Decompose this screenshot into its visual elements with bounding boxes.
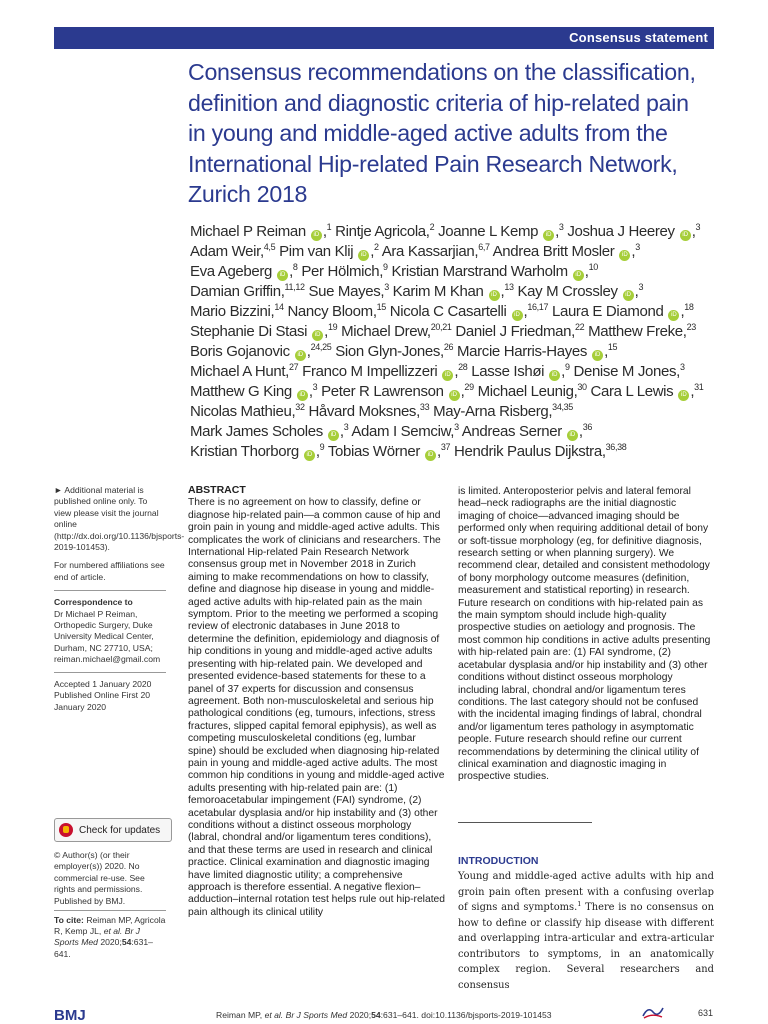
- author-name[interactable]: Peter R Lawrenson: [321, 383, 444, 400]
- author-line: Boris Gojanovic iD ,$^{24,25}$ Sion Glyn-Jones,$^{26}$ Marcie Harris-Hayes iD ,$^{15}$: [190, 342, 618, 360]
- orcid-icon[interactable]: iD: [567, 430, 578, 441]
- author-name[interactable]: Laura E Diamond: [551, 303, 664, 320]
- affiliation-ref: 20,21: [430, 322, 452, 332]
- author-name[interactable]: Michael Leunig: [477, 383, 574, 400]
- author-name[interactable]: Nancy Bloom: [287, 303, 373, 320]
- affiliation-ref: 15: [376, 302, 386, 312]
- supplementary-note: ► Additional material is published online only. To view please visit the journal online (http://dx.doi.org/10.1136/bjsports-2019-101453).: [54, 485, 185, 553]
- divider: [54, 672, 166, 673]
- orcid-icon[interactable]: iD: [442, 370, 453, 381]
- footer-citation-etal: et al. Br J Sports Med: [264, 1010, 348, 1020]
- affiliation-ref: 37: [440, 442, 451, 452]
- cite-label: To cite:: [54, 915, 84, 925]
- divider: [54, 590, 166, 591]
- affiliation-ref: 10: [588, 262, 598, 272]
- author-line: Nicolas Mathieu,$^{32}$ Håvard Moksnes,$^{33}$ May-Arna Risberg,$^{34,35}$: [190, 402, 573, 420]
- introduction-text: [458, 869, 714, 993]
- basem-logo-icon: [640, 1004, 666, 1022]
- footer-citation-vol: 54: [371, 1010, 381, 1020]
- affiliation-ref: 2: [374, 242, 379, 252]
- orcid-icon[interactable]: iD: [512, 310, 523, 321]
- affiliation-ref: 27: [289, 362, 299, 372]
- orcid-icon[interactable]: iD: [668, 310, 679, 321]
- affiliation-ref: 36,38: [605, 442, 627, 452]
- author-name[interactable]: Matthew Freke: [588, 323, 683, 340]
- author-name[interactable]: Michael P Reiman: [190, 223, 306, 240]
- author-name[interactable]: Boris Gojanovic: [190, 343, 290, 360]
- orcid-icon[interactable]: iD: [449, 390, 460, 401]
- author-name[interactable]: Mario Bizzini: [190, 303, 271, 320]
- affiliation-ref: 6,7: [478, 242, 490, 252]
- introduction-heading: INTRODUCTION: [458, 855, 539, 867]
- orcid-icon[interactable]: iD: [328, 430, 339, 441]
- affiliation-ref: 9: [383, 262, 388, 272]
- affiliation-ref: 1: [326, 222, 332, 232]
- author-name[interactable]: Cara L Lewis: [590, 383, 674, 400]
- author-name[interactable]: Eva Ageberg: [190, 263, 273, 280]
- affiliation-ref: 15: [607, 342, 618, 352]
- author-name[interactable]: Denise M Jones: [573, 363, 677, 380]
- author-list: [190, 222, 714, 462]
- author-name[interactable]: Joanne L Kemp: [438, 223, 539, 240]
- affiliation-ref: 3: [558, 222, 564, 232]
- author-name[interactable]: Kristian Marstrand Warholm: [391, 263, 568, 280]
- author-name[interactable]: Kay M Crossley: [517, 283, 618, 300]
- author-name[interactable]: Rintje Agricola: [335, 223, 426, 240]
- author-name[interactable]: Adam I Semciw: [351, 423, 451, 440]
- bmj-logo: BMJ: [54, 1007, 86, 1024]
- footer-citation: [216, 1010, 552, 1020]
- orcid-icon[interactable]: iD: [592, 350, 603, 361]
- affiliation-ref: 4,5: [263, 242, 276, 252]
- orcid-icon[interactable]: iD: [573, 270, 584, 281]
- affiliation-ref: 23: [686, 322, 696, 332]
- affiliations-note: For numbered affiliations see end of article.: [54, 560, 165, 582]
- author-name[interactable]: Tobias Wörner: [327, 443, 421, 460]
- cite-year: 2020;: [100, 937, 122, 948]
- page-number: 631: [698, 1008, 714, 1018]
- author-line: Mario Bizzini,$^{14}$ Nancy Bloom,$^{15}$ Nicola C Casartelli iD ,$^{16,17}$ Laura E Diamond iD ,$^{18}$: [190, 302, 694, 320]
- orcid-icon[interactable]: iD: [311, 230, 322, 241]
- author-line: Michael A Hunt,$^{27}$ Franco M Impellizzeri iD ,$^{28}$ Lasse Ishøi iD ,$^9$ Denise M Jones,$^3$: [190, 362, 685, 380]
- author-name[interactable]: Michael Drew: [341, 323, 427, 340]
- author-name[interactable]: Andreas Serner: [461, 423, 562, 440]
- cite-journal: et al. Br J Sports Med: [54, 926, 140, 948]
- orcid-icon[interactable]: iD: [304, 450, 315, 461]
- orcid-icon[interactable]: iD: [623, 290, 634, 301]
- orcid-icon[interactable]: iD: [549, 370, 560, 381]
- author-name[interactable]: Stephanie Di Stasi: [190, 323, 308, 340]
- affiliation-ref: 3: [679, 362, 685, 372]
- cite-text: Reiman MP, Agricola R, Kemp JL,: [54, 915, 166, 937]
- footer-citation-b: 2020;: [347, 1010, 372, 1020]
- section-banner: [54, 27, 714, 49]
- orcid-icon[interactable]: iD: [619, 250, 630, 261]
- abstract-end-rule: [458, 822, 592, 823]
- footer-citation-a: Reiman MP,: [216, 1010, 265, 1020]
- introduction-text-b: There is no consensus on how to define or classify hip disease with different and overlapping intra-articular and extra-articular contributors to symptoms, in an anatomically complex region. Several researchers and consensus: [458, 902, 714, 991]
- orcid-icon[interactable]: iD: [297, 390, 308, 401]
- affiliation-ref: 16,17: [527, 302, 549, 312]
- article-sidebar: [54, 485, 185, 720]
- affiliation-ref: 36: [582, 422, 593, 432]
- abstract-heading: ABSTRACT: [188, 484, 246, 496]
- crossmark-icon: [59, 823, 73, 837]
- affiliation-ref: 3: [384, 282, 389, 292]
- author-line: Michael P Reiman iD ,$^1$ Rintje Agricola,$^2$ Joanne L Kemp iD ,$^3$ Joshua J Heerey iD ,$^3$: [190, 222, 701, 240]
- orcid-icon[interactable]: iD: [543, 230, 554, 241]
- affiliation-ref: 34,35: [552, 402, 573, 412]
- affiliation-ref: 3: [454, 422, 459, 432]
- author-name[interactable]: Michael A Hunt: [190, 363, 286, 380]
- orcid-icon[interactable]: iD: [680, 230, 691, 241]
- affiliation-ref: 3: [343, 422, 349, 432]
- orcid-icon[interactable]: iD: [277, 270, 288, 281]
- orcid-icon[interactable]: iD: [425, 450, 436, 461]
- author-name[interactable]: Damian Griffin: [190, 283, 281, 300]
- author-name[interactable]: Håvard Moksnes: [308, 403, 417, 420]
- affiliation-ref: 3: [695, 222, 701, 232]
- affiliation-ref: 9: [564, 362, 570, 372]
- affiliation-ref: 33: [419, 402, 430, 412]
- abstract-text-1: There is no agreement on how to classify, define or diagnose hip-related pain—a common cause of hip and groin pain in young and middle-aged active adults. This complicates the work of clinicians and researchers. The International Hip-related Pain Research Network consensus group met in November 2018 in Zurich aiming to make recommendations on how to classify, define and diagnose hip disease in young and middle-aged active adults with hip-related pain as the main symptom. Prior to the meeting we performed a scoping review of electronic databases in June 2018 to determine the definition, epidemiology and diagnosis of hip conditions in young and middle-aged active adults presenting with hip-related pain. We developed and presented evidence-based statements for these to a panel of 37 experts for discussion and consensus agreement. Both non-musculoskeletal and serious hip pathological conditions (eg, tumours, infections, stress fractures, slipped capital femoral epiphysis), as well as competing musculoskeletal conditions (eg, lumbar spine) should be excluded when diagnosing hip-related pain in young and middle-aged active adults. The most common hip conditions in young and middle-aged active adults presenting with hip-related pain are: (1) femoroacetabular impingement (FAI) syndrome, (2) acetabular dysplasia and/or hip instability and (3) other conditions without a distinct osseous morphology (labral, chondral and/or ligamentum teres conditions), and that these terms are used in research and clinical practice. Clinical examination and diagnostic imaging have limited diagnostic utility; a comprehensive approach is therefore essential. A negative flexion–adduction–internal rotation test helps rule out hip-related pain although its clinical utility: [188, 497, 446, 918]
- correspondence-address[interactable]: Dr Michael P Reiman, Orthopedic Surgery, Duke University Medical Center, Durham, NC 27710, USA; reiman.michael@gmail.com: [54, 608, 161, 665]
- affiliation-ref: 22: [574, 322, 585, 332]
- orcid-icon[interactable]: iD: [489, 290, 500, 301]
- affiliation-ref: 3: [638, 282, 644, 292]
- author-name[interactable]: May-Arna Risberg: [433, 403, 549, 420]
- article-title: Consensus recommendations on the classification, definition and diagnostic criteria of hip-related pain in young and middle-aged active adults from the International Hip-related Pain Research Network, Zurich 2018: [188, 59, 696, 207]
- author-name[interactable]: Franco M Impellizzeri: [302, 363, 438, 380]
- author-name[interactable]: Ara Kassarjian: [381, 243, 475, 260]
- check-for-updates-button[interactable]: [54, 818, 172, 842]
- author-name[interactable]: Marcie Harris-Hayes: [457, 343, 588, 360]
- author-name[interactable]: Nicolas Mathieu: [190, 403, 292, 420]
- author-name[interactable]: Sion Glyn-Jones: [335, 343, 441, 360]
- footer-citation-c: :631–641. doi:10.1136/bjsports-2019-101453: [380, 1010, 552, 1020]
- author-name[interactable]: Nicola C Casartelli: [389, 303, 507, 320]
- author-name[interactable]: Matthew G King: [190, 383, 292, 400]
- affiliation-ref: 29: [464, 382, 474, 392]
- affiliation-ref: 28: [458, 362, 468, 372]
- affiliation-ref: 9: [319, 442, 325, 452]
- author-line: Damian Griffin,$^{11,12}$ Sue Mayes,$^3$ Karim M Khan iD ,$^{13}$ Kay M Crossley iD ,$^3$: [190, 282, 644, 300]
- author-name[interactable]: Mark James Scholes: [190, 423, 323, 440]
- affiliation-ref: 19: [327, 322, 338, 332]
- correspondence-heading: Correspondence to: [54, 597, 133, 608]
- author-name[interactable]: Joshua J Heerey: [567, 223, 675, 240]
- introduction-text-a: Young and middle-aged active adults with hip and groin pain often present with a confusing overlap of signs and symptoms.: [458, 871, 714, 913]
- orcid-icon[interactable]: iD: [295, 350, 306, 361]
- abstract-column-1: [188, 484, 445, 919]
- author-name[interactable]: Kristian Thorborg: [190, 443, 299, 460]
- section-label: Consensus statement: [569, 30, 708, 45]
- affiliation-ref: 8: [292, 262, 298, 272]
- affiliation-ref: 14: [274, 302, 284, 312]
- affiliation-ref: 11,12: [284, 282, 305, 292]
- cite-box: [54, 910, 166, 960]
- affiliation-ref: 18: [684, 302, 694, 312]
- reference-link[interactable]: 1: [577, 900, 582, 908]
- affiliation-ref: 13: [504, 282, 514, 292]
- author-name[interactable]: Daniel J Friedman: [455, 323, 572, 340]
- copyright-notice: © Author(s) (or their employer(s)) 2020. No commercial re-use. See rights and permissions. Published by BMJ.: [54, 850, 145, 906]
- affiliation-ref: 26: [443, 342, 454, 352]
- affiliation-ref: 24,25: [310, 342, 332, 352]
- author-name[interactable]: Pim van Klij: [279, 243, 354, 260]
- affiliation-ref: 31: [694, 382, 704, 392]
- author-line: Matthew G King iD ,$^3$ Peter R Lawrenson iD ,$^{29}$ Michael Leunig,$^{30}$ Cara L Lewis iD ,$^{31}$: [190, 382, 704, 400]
- cite-pages: :631–641.: [54, 937, 153, 959]
- affiliation-ref: 3: [312, 382, 318, 392]
- affiliation-ref: 32: [295, 402, 305, 412]
- orcid-icon[interactable]: iD: [358, 250, 369, 261]
- orcid-icon[interactable]: iD: [678, 390, 689, 401]
- author-line: Adam Weir,$^{4,5}$ Pim van Klij iD ,$^2$ Ara Kassarjian,$^{6,7}$ Andrea Britt Mosler iD ,$^3$: [190, 242, 640, 260]
- author-line: Mark James Scholes iD ,$^3$ Adam I Semciw,$^3$ Andreas Serner iD ,$^{36}$: [190, 422, 593, 440]
- author-line: Kristian Thorborg iD ,$^9$ Tobias Wörner iD ,$^{37}$ Hendrik Paulus Dijkstra,$^{36,38}$: [190, 442, 627, 460]
- author-name[interactable]: Adam Weir: [190, 243, 260, 260]
- author-name[interactable]: Hendrik Paulus Dijkstra: [453, 443, 602, 460]
- article-dates: Accepted 1 January 2020 Published Online First 20 January 2020: [54, 678, 152, 712]
- orcid-icon[interactable]: iD: [312, 330, 323, 341]
- affiliation-ref: 2: [429, 222, 435, 232]
- author-name[interactable]: Andrea Britt Mosler: [492, 243, 615, 260]
- affiliation-ref: 30: [577, 382, 587, 392]
- author-name[interactable]: Lasse Ishøi: [471, 363, 545, 380]
- check-for-updates-label: Check for updates: [79, 824, 161, 836]
- author-line: Eva Ageberg iD ,$^8$ Per Hölmich,$^9$ Kristian Marstrand Warholm iD ,$^{10}$: [190, 262, 598, 280]
- author-name[interactable]: Karim M Khan: [392, 283, 484, 300]
- cite-volume: 54: [121, 937, 132, 948]
- author-name[interactable]: Per Hölmich: [301, 263, 380, 280]
- affiliation-ref: 3: [635, 242, 640, 252]
- abstract-text-2: is limited. Anteroposterior pelvis and lateral femoral head–neck radiographs are the initial diagnostic imaging of choice—advanced imaging should be performed only when requiring additional detail of bony or soft-tissue morphology (eg, for definitive diagnosis, research setting or when planning surgery). We recommend clear, detailed and consistent methodology of bony morphology outcome measures (definition, measurement and statistical reporting) in research. Future research on conditions with hip-related pain as the main symptom should include high-quality prospective studies on aetiology and prognosis. The most common hip conditions in active adults presenting with hip-related pain are: (1) FAI syndrome, (2) acetabular dysplasia and/or hip instability and (3) other conditions without distinct osseous morphology including labral, chondral and/or ligamentum teres conditions. The last category should not be confused with the incidental imaging findings of labral, chondral and/or ligamentum teres pathology in asymptomatic people. Future research should refine our current recommendations by determining the clinical utility of clinical examination and diagnostic imaging in prospective studies.: [458, 486, 711, 783]
- author-line: Stephanie Di Stasi iD ,$^{19}$ Michael Drew,$^{20,21}$ Daniel J Friedman,$^{22}$ Matthew Freke,$^{23}$: [190, 322, 696, 340]
- author-name[interactable]: Sue Mayes: [308, 283, 381, 300]
